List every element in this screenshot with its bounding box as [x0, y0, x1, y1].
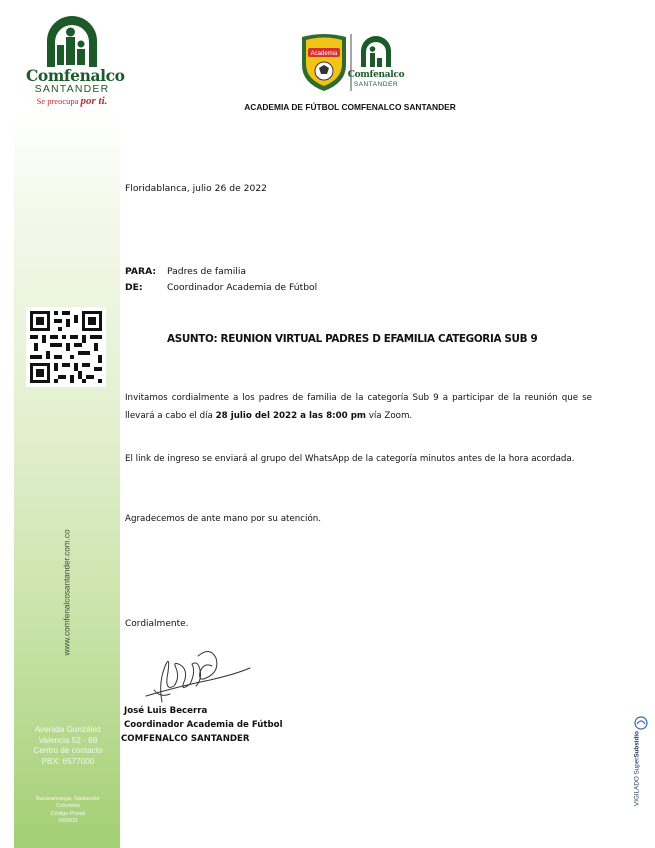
letter-date: Floridablanca, julio 26 de 2022 — [125, 183, 268, 194]
city-line: 680003 — [58, 818, 78, 825]
sidebar-band — [14, 0, 125, 848]
vigilado-label — [634, 714, 641, 824]
tagline — [26, 95, 118, 107]
comfenalco-logo-icon — [43, 15, 101, 67]
de-label: DE: — [125, 282, 143, 293]
qr-code-icon[interactable] — [26, 307, 106, 387]
signer-name: José Luis Becerra — [124, 706, 208, 716]
address-line: Centro de contacto — [33, 746, 103, 755]
academy-shield-icon — [302, 34, 346, 91]
city-line: Código Postal — [50, 810, 86, 817]
signer-organization: COMFENALCO SANTANDER — [121, 734, 250, 744]
p1-date-time: 28 julio del 2022 a las 8:00 pm — [215, 411, 366, 421]
closing: Cordialmente. — [125, 619, 189, 629]
para-value: Padres de familia — [167, 266, 247, 277]
vigilado-bold: Subsidio — [633, 731, 641, 758]
signer-title: Coordinador Academia de Fútbol — [124, 720, 283, 730]
small-logo-sub: SANTANDER — [353, 81, 399, 88]
para-label: PARA: — [125, 266, 157, 277]
tagline-emphasis: por ti. — [80, 95, 108, 107]
address-line: Avenida González — [34, 725, 102, 734]
tagline-prefix: Se preocupa — [36, 96, 79, 106]
small-logo-brand: Comfenalco — [347, 70, 405, 80]
p1-text-c: vía Zoom. — [365, 411, 413, 421]
comfenalco-logo — [26, 15, 125, 107]
invitation-paragraph — [125, 389, 592, 425]
website-url[interactable]: www.comfenalcosantander.com.co — [62, 529, 72, 656]
vigilado-prefix: VIGILADO — [633, 776, 641, 806]
recipient-row — [125, 263, 246, 280]
badge-text: Academia — [310, 51, 338, 57]
address-line: PBX: 6577000 — [41, 756, 95, 766]
link-paragraph: El link de ingreso se enviará al grupo del WhatsApp de la categoría minutos antes de la hora acordada. — [125, 454, 575, 464]
vigilado-super: Super — [633, 757, 641, 775]
city-line: Colombia — [56, 803, 80, 810]
address-block — [22, 725, 114, 767]
signature-block — [121, 704, 283, 746]
p1-text-a: Invitamos cordialmente a los padres de familia de la categoría Sub 9 a participar de la reunión que se llevará a cabo el día — [125, 393, 592, 421]
page-title: ACADEMIA DE FÚTBOL COMFENALCO SANTANDER — [244, 102, 456, 112]
city-block — [22, 796, 114, 826]
subject-line: ASUNTO: REUNION VIRTUAL PADRES D EFAMILIA CATEGORIA SUB 9 — [167, 333, 538, 345]
sender-row — [125, 279, 317, 296]
handwritten-signature — [140, 642, 260, 708]
academy-logos — [300, 31, 415, 93]
city-line: Bucaramanga, Santander — [36, 796, 100, 802]
brand-subtitle: SANTANDER — [34, 83, 110, 95]
comfenalco-small-logo-icon — [348, 36, 405, 88]
thanks-paragraph: Agradecemos de ante mano por su atención. — [125, 514, 322, 524]
brand-name: Comfenalco — [26, 66, 125, 85]
address-line: Valencia 52 - 69 — [38, 735, 98, 745]
de-value: Coordinador Academia de Fútbol — [167, 282, 318, 293]
